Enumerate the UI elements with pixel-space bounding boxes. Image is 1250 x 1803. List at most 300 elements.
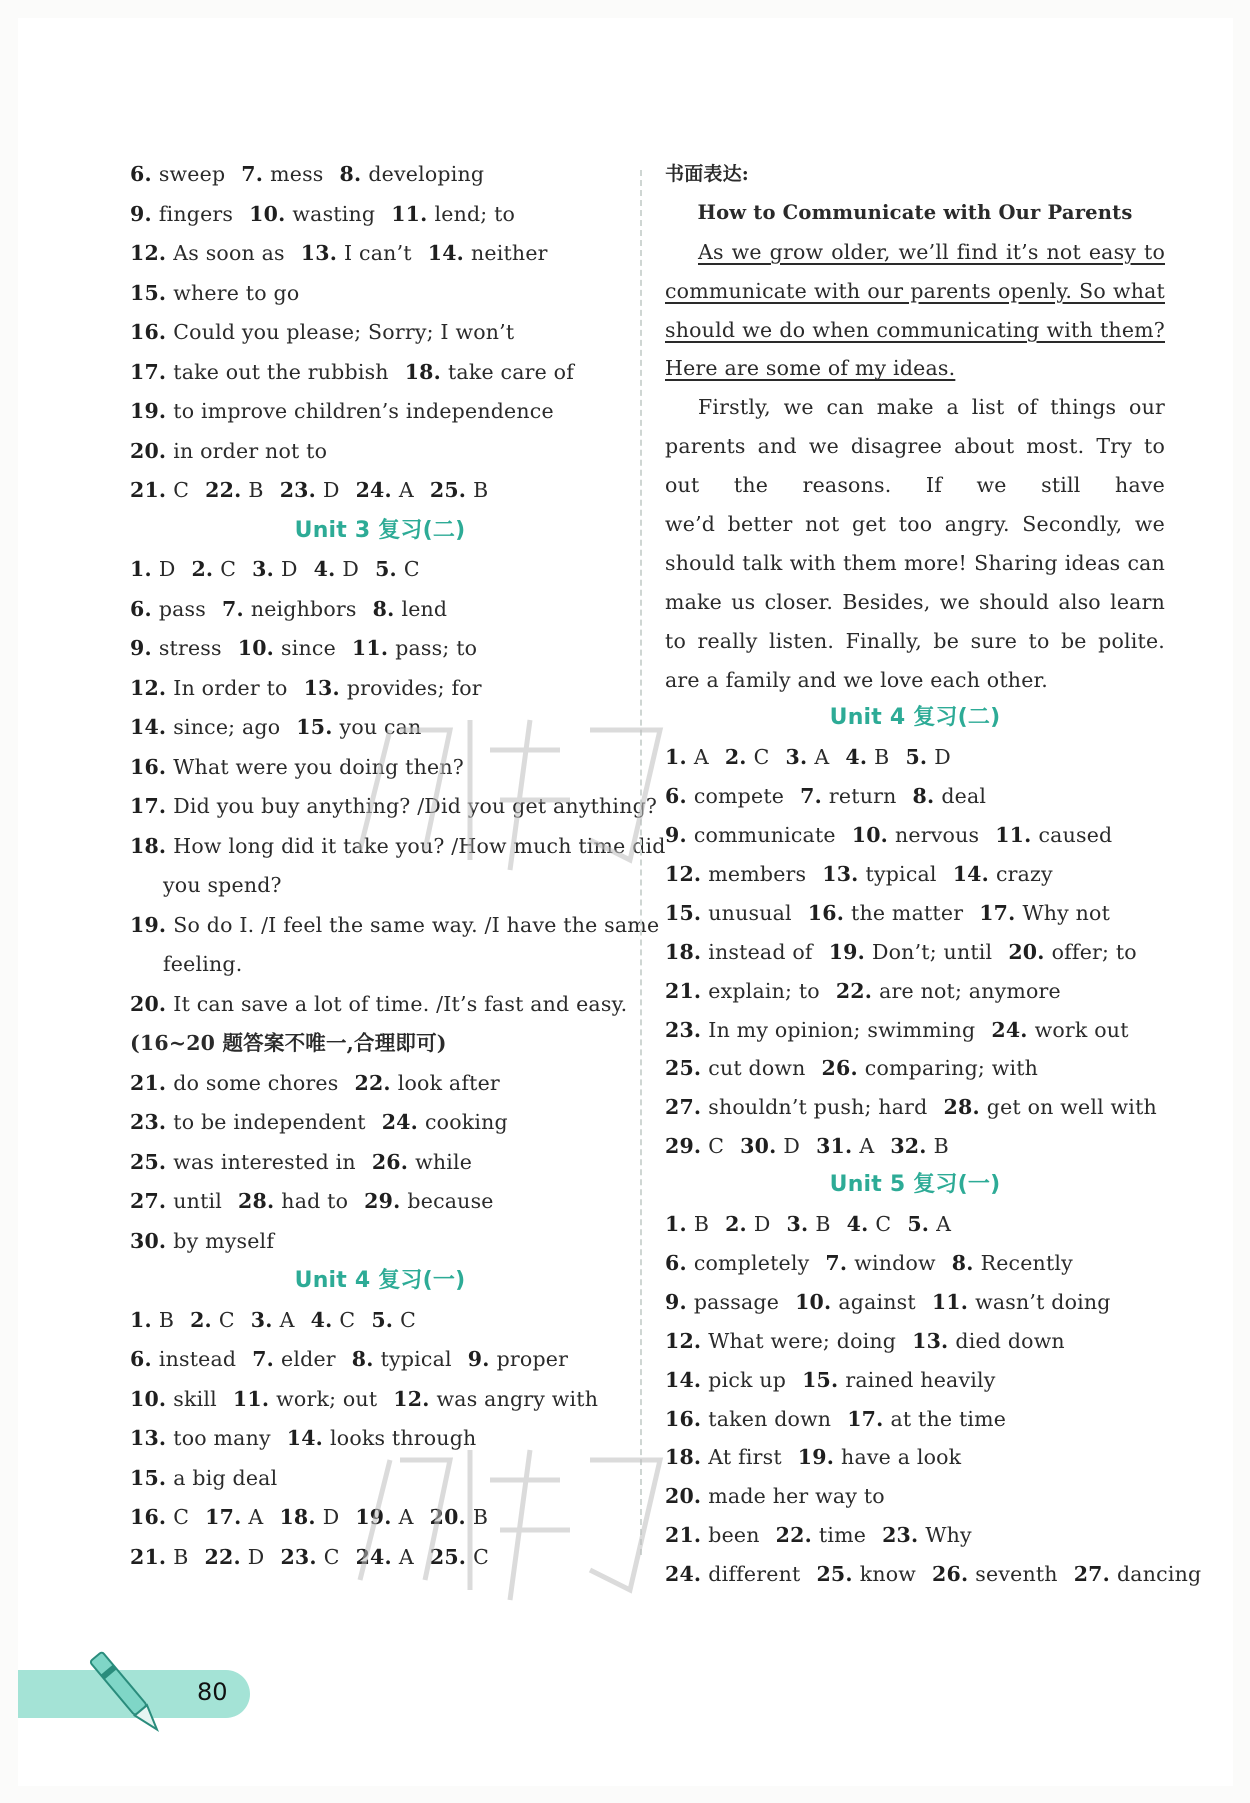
answer-item bbox=[233, 1380, 377, 1420]
answer-item bbox=[665, 894, 792, 933]
answer-text: mess bbox=[270, 162, 324, 186]
answer-number: 19. bbox=[797, 1445, 835, 1470]
answer-text: return bbox=[828, 784, 897, 809]
answer-text: communicate bbox=[693, 823, 836, 848]
answer-text: caused bbox=[1038, 823, 1113, 848]
answer-item bbox=[725, 738, 770, 777]
answer-line bbox=[130, 1498, 630, 1538]
answer-text: typical bbox=[865, 862, 937, 887]
answer-item bbox=[130, 787, 657, 827]
answer-item bbox=[241, 155, 323, 195]
answer-text: are not; anymore bbox=[879, 978, 1061, 1003]
answer-number: 4. bbox=[845, 745, 868, 770]
answer-item bbox=[665, 1322, 896, 1361]
answer-number: 11. bbox=[995, 823, 1032, 848]
answer-number: 32. bbox=[890, 1134, 927, 1159]
answer-text: work out bbox=[1034, 1017, 1129, 1042]
answer-text: proper bbox=[496, 1347, 569, 1371]
answer-item bbox=[845, 738, 889, 777]
answer-item bbox=[468, 1340, 568, 1380]
answer-number: 8. bbox=[351, 1347, 374, 1371]
answer-line bbox=[665, 1244, 1165, 1283]
answer-number: 14. bbox=[952, 862, 989, 887]
answer-number: 21. bbox=[665, 1523, 702, 1548]
answer-text: wasn’t doing bbox=[975, 1289, 1111, 1314]
answer-item bbox=[280, 1538, 339, 1578]
answer-text: What were you doing then? bbox=[173, 754, 464, 779]
answer-number: 7. bbox=[825, 1250, 848, 1275]
answer-line bbox=[665, 816, 1165, 855]
answer-number: 10. bbox=[795, 1289, 832, 1314]
answer-line bbox=[665, 1127, 1165, 1166]
answer-item bbox=[238, 629, 336, 669]
answer-text: A bbox=[398, 1544, 414, 1569]
answer-number: 9. bbox=[467, 1347, 490, 1371]
essay-line: As we grow older, we’ll find it’s not easy to bbox=[698, 239, 1165, 264]
answer-item bbox=[665, 816, 836, 855]
answer-item bbox=[205, 1498, 263, 1538]
answer-number: 3. bbox=[786, 1212, 809, 1237]
answer-item bbox=[352, 1340, 452, 1380]
answer-item bbox=[847, 1205, 892, 1244]
answer-text: shouldn’t push; hard bbox=[708, 1095, 928, 1120]
answer-item bbox=[130, 1340, 236, 1380]
answer-text: C bbox=[708, 1134, 725, 1159]
answer-text: A bbox=[248, 1505, 264, 1529]
answer-item bbox=[979, 894, 1110, 933]
answer-number: 9. bbox=[130, 636, 152, 660]
answer-item bbox=[356, 1538, 414, 1578]
answer-number: 12. bbox=[665, 1328, 702, 1353]
answer-item bbox=[130, 432, 327, 472]
answer-number: 12. bbox=[393, 1386, 430, 1411]
essay-line: parents and we disagree about most. Try to bbox=[665, 434, 1165, 459]
answer-item bbox=[130, 1538, 189, 1578]
answer-line bbox=[130, 195, 630, 235]
answer-number: 2. bbox=[191, 557, 214, 581]
answer-item bbox=[798, 1438, 962, 1477]
answer-number: 27. bbox=[1073, 1562, 1110, 1587]
answer-item bbox=[352, 629, 477, 669]
answer-line bbox=[665, 1205, 1165, 1244]
answer-note: (16~20 题答案不唯一,合理即可) bbox=[130, 1031, 447, 1055]
answer-text: B bbox=[158, 1307, 175, 1332]
answer-item bbox=[430, 1538, 489, 1578]
answer-number: 19. bbox=[130, 912, 167, 937]
answer-line bbox=[130, 274, 630, 314]
answer-item bbox=[375, 550, 420, 590]
answer-number: 18. bbox=[665, 939, 702, 964]
answer-text: It can save a lot of time. /It’s fast and easy. bbox=[173, 991, 628, 1016]
answer-item bbox=[130, 1064, 338, 1104]
answer-item bbox=[391, 195, 515, 235]
answer-text: was interested in bbox=[173, 1149, 356, 1174]
answer-item bbox=[252, 1340, 336, 1380]
answer-text: C bbox=[173, 1505, 190, 1529]
answer-item bbox=[301, 234, 412, 274]
answer-text: instead bbox=[158, 1347, 237, 1371]
answer-text: D bbox=[322, 1505, 340, 1529]
answer-item bbox=[355, 1498, 413, 1538]
essay-line: Here are some of my ideas. bbox=[665, 356, 956, 381]
answer-item bbox=[130, 1498, 189, 1538]
answer-number: 17. bbox=[205, 1505, 242, 1529]
answer-number: 7. bbox=[222, 596, 244, 621]
essay-line: are a family and we love each other. bbox=[665, 667, 1048, 692]
answer-number: 1. bbox=[130, 557, 152, 581]
answer-item bbox=[1008, 933, 1137, 972]
answer-number: 24. bbox=[381, 1110, 418, 1134]
answer-number: 16. bbox=[130, 1505, 167, 1529]
answer-line bbox=[130, 748, 630, 788]
answer-number: 11. bbox=[232, 1386, 270, 1411]
answer-item bbox=[191, 550, 236, 590]
answer-text: crazy bbox=[995, 862, 1053, 887]
answer-item bbox=[665, 855, 806, 894]
answer-line bbox=[665, 1049, 1165, 1088]
answer-number: 17. bbox=[130, 359, 167, 384]
answer-number: 15. bbox=[130, 1465, 167, 1490]
answer-number: 28. bbox=[943, 1095, 980, 1120]
answer-number: 19. bbox=[355, 1505, 392, 1529]
answer-line bbox=[130, 1538, 630, 1578]
answer-number: 11. bbox=[351, 636, 389, 660]
answer-line bbox=[130, 1340, 630, 1380]
answer-number: 20. bbox=[130, 438, 167, 463]
answer-number: 15. bbox=[130, 280, 167, 305]
answer-number: 1. bbox=[665, 1212, 687, 1237]
answer-line bbox=[130, 234, 630, 274]
answer-number: 21. bbox=[130, 1544, 167, 1569]
answer-text: A bbox=[398, 478, 414, 502]
answer-text: made her way to bbox=[708, 1484, 885, 1509]
answer-number: 23. bbox=[130, 1110, 167, 1134]
answer-line bbox=[665, 1088, 1165, 1127]
answer-number: 14. bbox=[286, 1426, 324, 1450]
answer-number: 21. bbox=[130, 478, 167, 502]
answer-number: 22. bbox=[354, 1070, 391, 1095]
answer-text: since; ago bbox=[173, 715, 281, 739]
answer-item bbox=[279, 1498, 339, 1538]
answer-item bbox=[665, 1049, 806, 1088]
answer-text: B bbox=[473, 478, 489, 502]
answer-text: too many bbox=[173, 1426, 271, 1450]
answer-number: 22. bbox=[204, 1544, 241, 1569]
answer-line bbox=[130, 392, 630, 432]
answer-line bbox=[130, 590, 630, 630]
answer-line bbox=[130, 550, 630, 590]
answer-item bbox=[372, 1143, 472, 1183]
answer-item bbox=[882, 1516, 972, 1555]
answer-number: 6. bbox=[665, 1250, 687, 1275]
answer-number: 17. bbox=[130, 794, 167, 818]
essay-line: make us closer. Besides, we should also learn bbox=[665, 589, 1165, 614]
answer-number: 1. bbox=[665, 745, 687, 770]
answer-item bbox=[829, 933, 993, 972]
answer-line bbox=[665, 1516, 1165, 1555]
answer-item bbox=[787, 1205, 831, 1244]
answer-number: 15. bbox=[296, 715, 333, 739]
answer-number: 13. bbox=[912, 1328, 949, 1353]
answer-item bbox=[364, 1182, 493, 1222]
answer-text: D bbox=[322, 478, 340, 502]
answer-number: 25. bbox=[429, 478, 467, 502]
answer-number: 15. bbox=[665, 900, 702, 925]
page-number: 80 bbox=[197, 1678, 228, 1706]
answer-item bbox=[852, 816, 979, 855]
answer-item bbox=[393, 1380, 598, 1420]
answer-number: 13. bbox=[303, 675, 340, 700]
answer-number: 6. bbox=[130, 596, 152, 621]
answer-item bbox=[130, 471, 189, 511]
answer-text: D bbox=[753, 1212, 771, 1237]
answer-item bbox=[130, 629, 222, 669]
answer-item bbox=[130, 748, 464, 788]
answer-item bbox=[130, 669, 288, 709]
answer-number: 16. bbox=[130, 320, 167, 344]
answer-item bbox=[304, 669, 482, 709]
answer-item bbox=[130, 1103, 366, 1143]
answer-line bbox=[130, 708, 630, 748]
answer-item bbox=[130, 353, 389, 393]
answer-line bbox=[665, 1400, 1165, 1439]
answer-line bbox=[665, 894, 1165, 933]
answer-text: At first bbox=[708, 1445, 782, 1470]
answer-item bbox=[205, 471, 264, 511]
answer-item bbox=[130, 1301, 174, 1341]
answer-text: wasting bbox=[292, 201, 376, 226]
answer-number: 30. bbox=[130, 1228, 167, 1253]
answer-line bbox=[130, 1301, 630, 1341]
answer-text: offer; to bbox=[1051, 939, 1137, 964]
answer-number: 20. bbox=[665, 1484, 702, 1509]
answer-text: C bbox=[323, 1544, 340, 1569]
answer-text: Why bbox=[925, 1523, 972, 1548]
answer-text: look after bbox=[397, 1070, 500, 1095]
answer-item bbox=[130, 1419, 271, 1459]
answer-number: 17. bbox=[847, 1406, 884, 1431]
answer-item bbox=[991, 1011, 1128, 1050]
answer-text: typical bbox=[380, 1347, 452, 1371]
answer-text: C bbox=[403, 557, 420, 581]
section-heading: Unit 3 复习(二) bbox=[294, 517, 466, 543]
answer-continuation: feeling. bbox=[163, 952, 243, 976]
answer-text: C bbox=[875, 1212, 892, 1237]
answer-item bbox=[952, 1244, 1073, 1283]
answer-number: 23. bbox=[279, 478, 316, 502]
answer-text: been bbox=[708, 1523, 760, 1548]
answer-text: against bbox=[838, 1289, 916, 1314]
answer-text: dancing bbox=[1116, 1562, 1202, 1587]
answer-text: pick up bbox=[708, 1367, 787, 1392]
answer-text: D bbox=[158, 557, 176, 581]
answer-item bbox=[932, 1555, 1058, 1594]
answer-item bbox=[373, 590, 448, 630]
answer-item bbox=[205, 1538, 265, 1578]
answer-text: instead of bbox=[708, 939, 813, 964]
answer-text: C bbox=[339, 1307, 356, 1332]
answer-number: 2. bbox=[190, 1307, 212, 1332]
essay-line: should talk with them more! Sharing ideas can bbox=[665, 550, 1165, 575]
answer-item bbox=[130, 827, 666, 867]
answer-number: 20. bbox=[429, 1505, 466, 1529]
answer-text: to improve children’s independence bbox=[173, 399, 554, 423]
answer-item bbox=[314, 550, 359, 590]
answer-item bbox=[808, 894, 963, 933]
answer-number: 19. bbox=[828, 939, 865, 964]
answer-number: 6. bbox=[130, 162, 152, 186]
answer-text: Why not bbox=[1022, 900, 1111, 925]
answer-number: 3. bbox=[250, 1307, 273, 1332]
answer-text: developing bbox=[368, 162, 485, 186]
answer-number: 6. bbox=[665, 784, 687, 809]
answer-item bbox=[430, 1498, 489, 1538]
answer-item bbox=[665, 1127, 724, 1166]
answer-number: 8. bbox=[951, 1250, 974, 1275]
answer-number: 14. bbox=[665, 1367, 702, 1392]
answer-text: A bbox=[814, 745, 830, 770]
answer-number: 24. bbox=[355, 1544, 392, 1569]
answer-number: 25. bbox=[130, 1149, 167, 1174]
answer-number: 17. bbox=[979, 900, 1016, 925]
answer-item bbox=[130, 1182, 222, 1222]
answer-item bbox=[354, 1064, 499, 1104]
answer-item bbox=[816, 1127, 874, 1166]
answer-item bbox=[430, 471, 489, 511]
answer-number: 2. bbox=[725, 1212, 747, 1237]
answer-number: 13. bbox=[822, 862, 859, 887]
answer-item bbox=[665, 1516, 760, 1555]
answer-text: How long did it take you? /How much time did bbox=[173, 833, 666, 858]
answer-text: pass bbox=[158, 596, 206, 621]
answer-number: 22. bbox=[205, 478, 242, 502]
answer-line bbox=[130, 1182, 630, 1222]
answer-number: 18. bbox=[279, 1505, 316, 1529]
answer-item bbox=[356, 471, 414, 511]
answer-text: members bbox=[708, 862, 807, 887]
answer-text: where to go bbox=[173, 280, 300, 305]
answer-number: 25. bbox=[816, 1562, 853, 1587]
answer-number: 12. bbox=[130, 241, 167, 265]
answer-text: D bbox=[783, 1134, 801, 1159]
answer-number: 8. bbox=[372, 596, 395, 621]
answer-item bbox=[405, 353, 574, 393]
answer-item bbox=[905, 738, 950, 777]
answer-text: Recently bbox=[980, 1250, 1073, 1275]
answer-item bbox=[130, 1459, 277, 1499]
answer-text: know bbox=[859, 1562, 917, 1587]
column-divider bbox=[640, 170, 642, 1555]
answer-item bbox=[130, 1222, 274, 1262]
answer-number: 9. bbox=[130, 201, 152, 226]
answer-text: In order to bbox=[173, 675, 288, 700]
answer-number: 10. bbox=[249, 201, 286, 226]
answer-text: you can bbox=[339, 715, 422, 739]
answer-text: A bbox=[859, 1134, 875, 1159]
answer-number: 9. bbox=[665, 823, 687, 848]
answer-number: 27. bbox=[665, 1095, 702, 1120]
answer-text: A bbox=[936, 1212, 952, 1237]
answer-text: different bbox=[708, 1562, 801, 1587]
answer-item bbox=[130, 708, 280, 748]
answer-item bbox=[932, 1283, 1111, 1322]
answer-number: 8. bbox=[912, 784, 935, 809]
answer-item bbox=[428, 234, 548, 274]
answer-text: I can’t bbox=[344, 241, 412, 265]
answer-item bbox=[912, 1322, 1065, 1361]
answer-text: Don’t; until bbox=[871, 939, 993, 964]
answer-line bbox=[130, 1459, 630, 1499]
answer-text: to be independent bbox=[173, 1110, 366, 1134]
answer-item bbox=[251, 1301, 295, 1341]
answer-item bbox=[371, 1301, 416, 1341]
answer-text: provides; for bbox=[346, 675, 482, 700]
answer-text: seventh bbox=[975, 1562, 1058, 1587]
answer-text: take out the rubbish bbox=[173, 359, 389, 384]
answer-text: Did you buy anything? /Did you get anything? bbox=[173, 794, 658, 818]
pen-icon bbox=[88, 1640, 168, 1750]
answer-number: 4. bbox=[846, 1212, 869, 1237]
answer-text: deal bbox=[941, 784, 987, 809]
answer-item bbox=[907, 1205, 951, 1244]
answer-number: 11. bbox=[931, 1289, 969, 1314]
answer-text: take care of bbox=[447, 359, 574, 384]
answer-text: taken down bbox=[708, 1406, 832, 1431]
answer-text: since bbox=[281, 636, 336, 660]
answer-item bbox=[822, 855, 936, 894]
writing-section-label: 书面表达: bbox=[665, 163, 750, 185]
answer-number: 24. bbox=[991, 1017, 1028, 1042]
answer-line bbox=[130, 906, 660, 946]
answer-item bbox=[130, 1143, 356, 1183]
answer-item bbox=[340, 155, 485, 195]
answer-text: while bbox=[415, 1149, 473, 1174]
answer-number: 3. bbox=[252, 557, 274, 581]
answer-number: 18. bbox=[130, 833, 167, 858]
answer-line bbox=[130, 629, 630, 669]
answer-number: 15. bbox=[802, 1367, 839, 1392]
answer-item bbox=[953, 855, 1053, 894]
answer-item bbox=[816, 1555, 916, 1594]
answer-number: 20. bbox=[1008, 939, 1045, 964]
answer-item bbox=[995, 816, 1112, 855]
answer-number: 28. bbox=[238, 1189, 275, 1213]
answer-line bbox=[665, 972, 1165, 1011]
answer-number: 14. bbox=[130, 715, 167, 739]
answer-text: passage bbox=[693, 1289, 780, 1314]
answer-text: B bbox=[173, 1544, 189, 1569]
answer-number: 25. bbox=[665, 1056, 702, 1081]
answer-text: the matter bbox=[851, 900, 964, 925]
essay-line: should we do when communicating with them? bbox=[665, 317, 1165, 342]
answer-line bbox=[130, 1380, 630, 1420]
answer-number: 7. bbox=[241, 162, 264, 186]
answer-text: work; out bbox=[276, 1386, 378, 1411]
answer-text: D bbox=[342, 557, 360, 581]
answer-item bbox=[130, 985, 627, 1025]
answer-number: 10. bbox=[130, 1386, 167, 1411]
answer-text: a big deal bbox=[173, 1465, 278, 1490]
answer-text: had to bbox=[281, 1189, 349, 1213]
answer-number: 12. bbox=[130, 675, 167, 700]
answer-number: 26. bbox=[932, 1562, 969, 1587]
answer-number: 8. bbox=[339, 162, 362, 186]
answer-item bbox=[665, 1088, 928, 1127]
answer-text: C bbox=[473, 1544, 490, 1569]
answer-number: 30. bbox=[740, 1134, 777, 1159]
answer-number: 2. bbox=[724, 745, 747, 770]
answer-number: 20. bbox=[130, 991, 167, 1016]
